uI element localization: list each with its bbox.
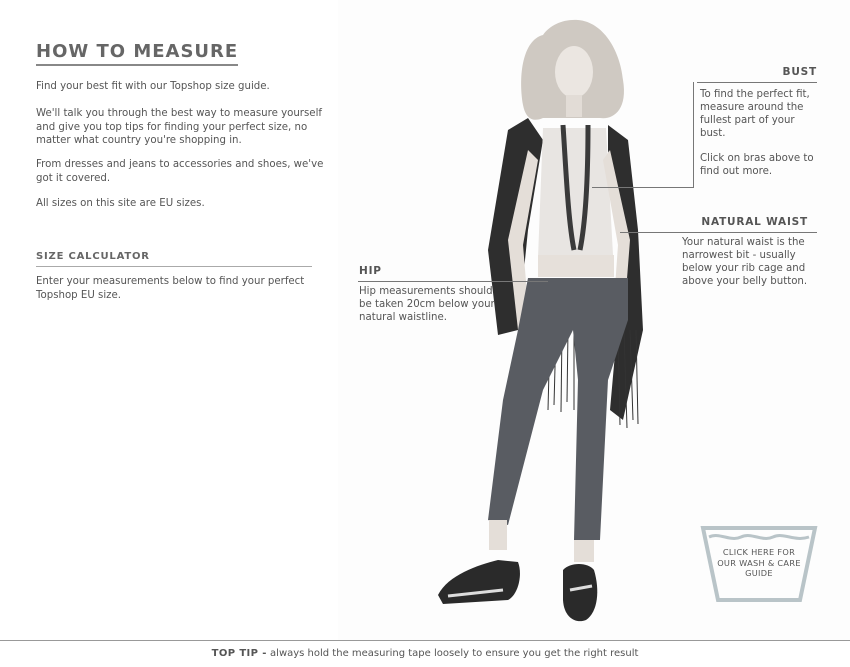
wash-care-guide-label: CLICK HERE FOR OUR WASH & CARE GUIDE	[717, 547, 801, 578]
bust-pointer-line-horizontal	[592, 187, 694, 188]
hip-pointer-line	[358, 281, 548, 282]
bust-heading-rule	[697, 82, 817, 83]
hip-heading: HIP	[359, 265, 382, 277]
wash-care-guide-button[interactable]	[700, 525, 818, 603]
hip-text: Hip measurements should be taken 20cm below your natural waistline.	[359, 286, 495, 323]
intro-text-3: From dresses and jeans to accessories and shoes, we've got it covered.	[36, 159, 324, 184]
top-tip-text: always hold the measuring tape loosely to ensure you get the right result	[270, 648, 639, 659]
intro-text-1: Find your best fit with our Topshop size guide.	[36, 81, 270, 92]
bust-text: To find the perfect fit, measure around the fullest part of your bust.	[700, 89, 810, 139]
bust-heading: BUST	[782, 66, 817, 78]
intro-text-2: We'll talk you through the best way to measure yourself and give you top tips for finding your perfect size, no matter what country you're shopping in.	[36, 108, 322, 146]
intro-panel	[0, 0, 338, 640]
natural-waist-heading: NATURAL WAIST	[701, 216, 808, 228]
size-calculator-text: Enter your measurements below to find your perfect Topshop EU size.	[36, 276, 305, 301]
bust-pointer-line-vertical	[693, 82, 694, 187]
intro-text-4: All sizes on this site are EU sizes.	[36, 198, 205, 209]
bust-bras-link[interactable]: Click on bras above to find out more.	[700, 153, 814, 177]
natural-waist-text: Your natural waist is the narrowest bit - usually below your rib cage and above your belly button.	[682, 237, 808, 287]
top-tip-bar	[0, 640, 850, 666]
size-calculator-heading: SIZE CALCULATOR	[36, 251, 312, 267]
top-tip-label: TOP TIP -	[211, 648, 267, 659]
page-title: HOW TO MEASURE	[36, 42, 238, 66]
waist-pointer-line	[620, 232, 817, 233]
